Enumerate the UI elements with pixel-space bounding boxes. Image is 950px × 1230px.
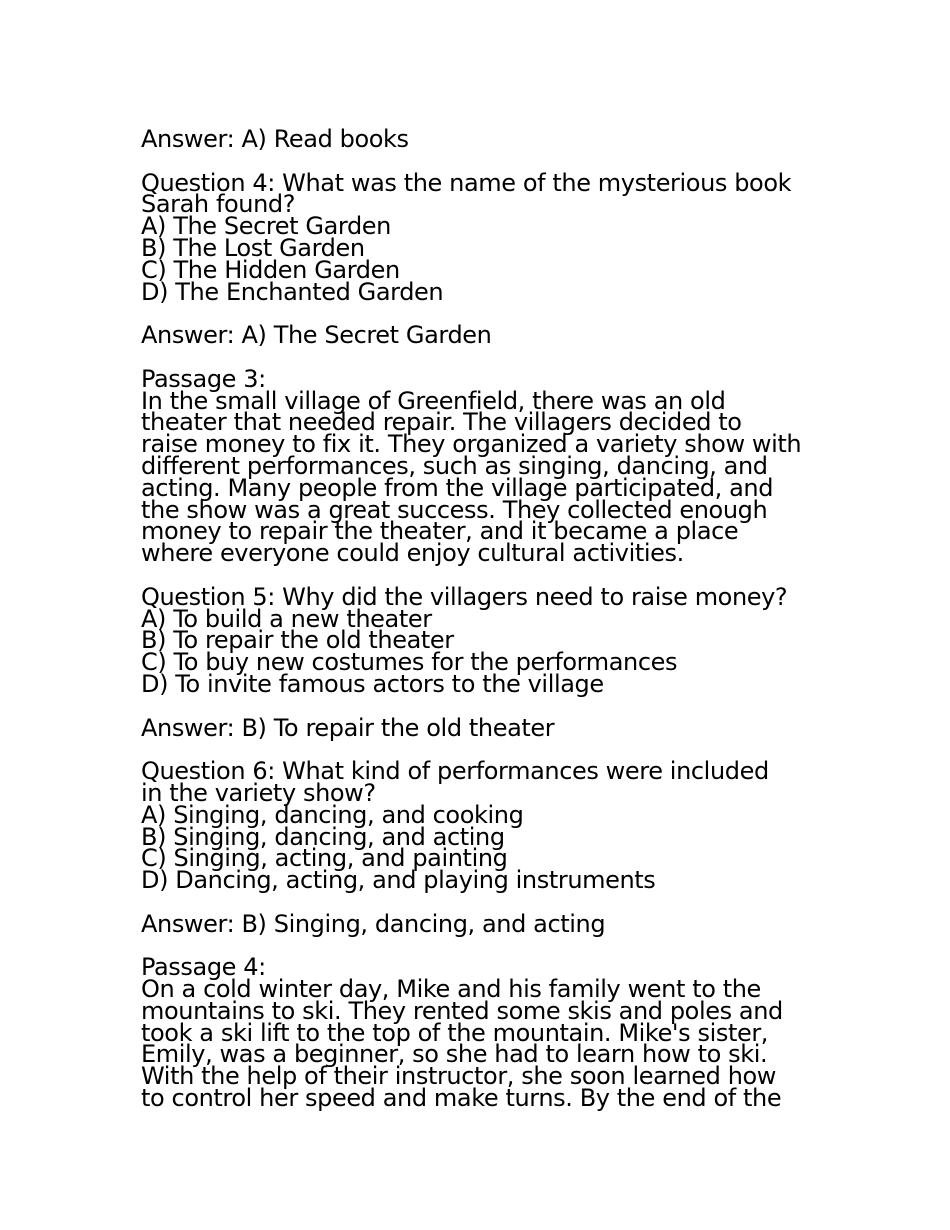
passage-line: Emily, was a beginner, so she had to learn how to ski.: [141, 1040, 768, 1069]
option-line: A) The Secret Garden: [141, 212, 391, 241]
option-line: D) Dancing, acting, and playing instruments: [141, 866, 656, 895]
option-line: D) The Enchanted Garden: [141, 277, 444, 306]
question-line: Question 5: Why did the villagers need to raise money?: [141, 582, 788, 611]
answer-line: Answer: B) To repair the old theater: [141, 713, 555, 742]
passage-line: took a ski lift to the top of the mountain. Mike's sister,: [141, 1018, 769, 1047]
passage-heading: Passage 3:: [141, 364, 266, 393]
option-line: C) The Hidden Garden: [141, 255, 400, 284]
question-line: Sarah found?: [141, 190, 296, 219]
question-line: Question 4: What was the name of the mysterious book: [141, 168, 792, 197]
option-line: D) To invite famous actors to the village: [141, 669, 604, 698]
question-line: in the variety show?: [141, 778, 376, 807]
answer-line: Answer: A) The Secret Garden: [141, 321, 492, 350]
passage-line: where everyone could enjoy cultural activities.: [141, 539, 684, 568]
passage-line: money to repair the theater, and it became a place: [141, 517, 739, 546]
option-line: A) To build a new theater: [141, 604, 432, 633]
passage-line: acting. Many people from the village participated, and: [141, 473, 774, 502]
passage-line: In the small village of Greenfield, there was an old: [141, 386, 726, 415]
answer-line: Answer: B) Singing, dancing, and acting: [141, 909, 606, 938]
passage-line: different performances, such as singing, dancing, and: [141, 451, 768, 480]
passage-line: mountains to ski. They rented some skis and poles and: [141, 996, 783, 1025]
passage-line: theater that needed repair. The villagers decided to: [141, 408, 742, 437]
passage-line: to control her speed and make turns. By the end of the: [141, 1084, 782, 1113]
passage-line: With the help of their instructor, she soon learned how: [141, 1062, 777, 1091]
passage-line: On a cold winter day, Mike and his family went to the: [141, 975, 761, 1004]
answer-line: Answer: A) Read books: [141, 125, 409, 153]
passage-line: raise money to fix it. They organized a variety show with: [141, 430, 802, 459]
passage-heading: Passage 4:: [141, 953, 266, 982]
option-line: C) Singing, acting, and painting: [141, 844, 508, 873]
passage-line: the show was a great success. They collected enough: [141, 495, 768, 524]
option-line: C) To buy new costumes for the performances: [141, 648, 678, 677]
option-line: B) The Lost Garden: [141, 233, 365, 262]
question-line: Question 6: What kind of performances were included: [141, 757, 769, 786]
document-body: [141, 125, 821, 1113]
option-line: B) Singing, dancing, and acting: [141, 822, 505, 851]
option-line: A) Singing, dancing, and cooking: [141, 800, 524, 829]
option-line: B) To repair the old theater: [141, 626, 454, 655]
